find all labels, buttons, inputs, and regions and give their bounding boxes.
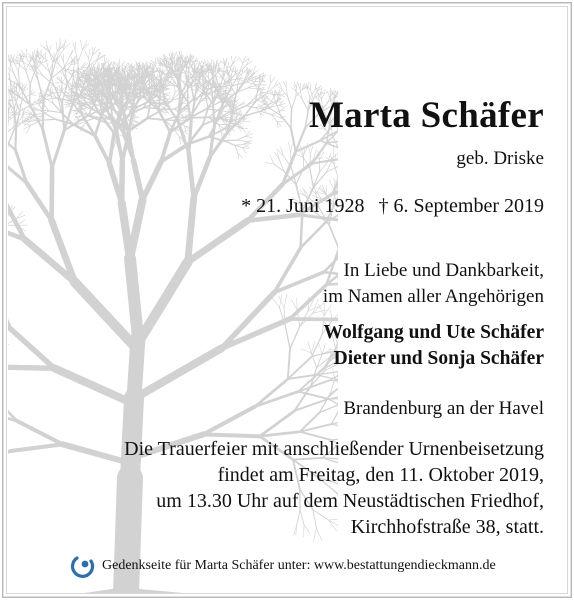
thanks-line: im Namen aller Angehörigen [322, 286, 544, 307]
service-line: um 13.30 Uhr auf dem Neustädtischen Friedhof, [156, 490, 544, 512]
death-date: † 6. September 2019 [378, 195, 544, 217]
thanks-block [323, 258, 544, 310]
mourner-name: Dieter und Sonja Schäfer [333, 348, 544, 369]
birth-date: * 21. Juni 1928 [241, 195, 365, 217]
life-dates [241, 195, 544, 218]
service-line: Die Trauerfeier mit anschließender Urnenbeisetzung [124, 438, 544, 460]
mourner-name: Wolfgang und Ute Schäfer [323, 322, 544, 343]
place-name: Brandenburg an der Havel [343, 398, 544, 419]
birth-name: geb. Driske [456, 148, 544, 169]
deceased-name: Marta Schäfer [308, 95, 544, 136]
service-line: Kirchhofstraße 38, statt. [350, 516, 544, 538]
service-details [124, 436, 544, 540]
memorial-page-footer [70, 553, 496, 579]
mourners-block [324, 320, 544, 372]
service-line: findet am Freitag, den 11. Oktober 2019, [217, 464, 544, 486]
thanks-line: In Liebe und Dankbarkeit, [343, 260, 544, 281]
memorial-page-link[interactable]: Gedenkseite für Marta Schäfer unter: www.bestattungendieckmann.de [102, 558, 496, 573]
memorial-logo-icon [70, 553, 96, 579]
